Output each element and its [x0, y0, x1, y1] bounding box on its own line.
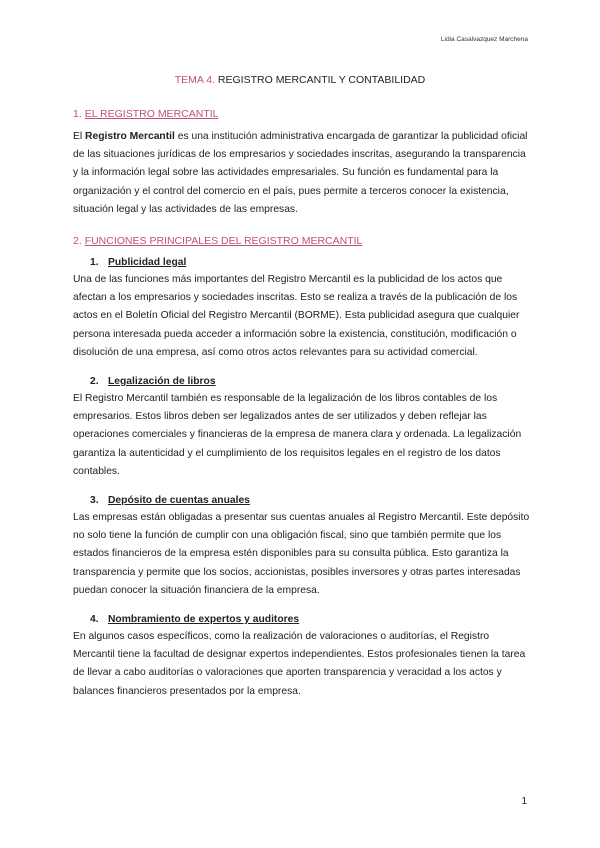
function-1-title: Publicidad legal — [108, 257, 187, 269]
function-4-number: 4. — [90, 614, 99, 626]
function-4-paragraph: En algunos casos específicos, como la realización de valoraciones o auditorías, el Registro Mercantil tiene la facultad de designar expertos independientes. Estos profesionales tienen la tarea de llevar a cabo auditorías o valoraciones que aporten transparencia y veracidad a los actos y balances financieros presentados por la empresa. — [73, 631, 526, 697]
section-1-number: 1. — [73, 108, 85, 120]
section-1-bold-term: Registro Mercantil — [85, 131, 175, 142]
title-prefix: TEMA 4. — [174, 74, 216, 86]
title-text: REGISTRO MERCANTIL Y CONTABILIDAD — [215, 74, 426, 86]
section-2-heading — [73, 235, 531, 247]
document-title — [0, 74, 600, 86]
section-1-paragraph — [73, 128, 531, 219]
function-2-number: 2. — [90, 376, 99, 388]
function-2-paragraph: El Registro Mercantil también es responsable de la legalización de los libros contables de los empresarios. Estos libros deben ser legalizados antes de ser utilizados y deben reflejar las operaciones comerciales y financieras de la empresa de manera clara y ordenada. La legalización garantiza la autenticidad y el cumplimiento de los requisitos legales en el registro de los datos contables. — [73, 393, 522, 477]
section-2-title: FUNCIONES PRINCIPALES DEL REGISTRO MERCANTIL — [84, 235, 363, 248]
function-1-number: 1. — [90, 257, 99, 269]
function-2-heading — [73, 374, 531, 390]
function-2-title: Legalización de libros — [108, 376, 216, 388]
function-3-paragraph: Las empresas están obligadas a presentar sus cuentas anuales al Registro Mercantil. Este depósito no solo tiene la función de cumplir con una obligación fiscal, sino que también permite que los estados financieros de la empresa estén disponibles para su consulta pública. Esto garantiza la transparencia y permite que los socios, accionistas, posibles inversores y otras partes interesadas puedan conocer la situación financiera de la empresa. — [73, 512, 530, 596]
section-1-text-start: El — [73, 131, 86, 142]
author-name: Lidia Casalvazquez Marchena — [440, 36, 528, 43]
page-number: 1 — [521, 796, 527, 807]
function-3-heading — [73, 493, 531, 509]
function-3-title: Depósito de cuentas anuales — [108, 495, 250, 507]
function-1-heading — [73, 255, 531, 271]
function-1-paragraph: Una de las funciones más importantes del Registro Mercantil es la publicidad de los actos que afectan a los empresarios y sociedades inscritas. Esto se realiza a través de la publicación de los actos en el Boletín Oficial del Registro Mercantil (BORME). Esta publicidad asegura que cualquier persona interesada pueda acceder a información sobre la existencia, constitución, modificación o disolución de una empresa, así como otros actos relevantes para su actividad comercial. — [73, 274, 520, 358]
function-4-heading — [73, 612, 531, 628]
section-1-text-rest: es una institución administrativa encargada de garantizar la publicidad oficial de las situaciones jurídicas de los empresarios y sociedades inscritas, asegurando la transparencia y la información legal sobre las actividades empresariales. Su función es fundamental para la organización y el control del comercio en el país, pues permite a terceros conocer la existencia, situación legal y las actividades de las empresas. — [73, 131, 528, 215]
section-1-heading — [73, 108, 531, 120]
function-3-number: 3. — [90, 495, 99, 507]
document-body — [73, 108, 531, 701]
section-2-number: 2. — [73, 235, 85, 248]
function-4-title: Nombramiento de expertos y auditores — [108, 614, 300, 626]
section-1-title: EL REGISTRO MERCANTIL — [84, 108, 219, 120]
